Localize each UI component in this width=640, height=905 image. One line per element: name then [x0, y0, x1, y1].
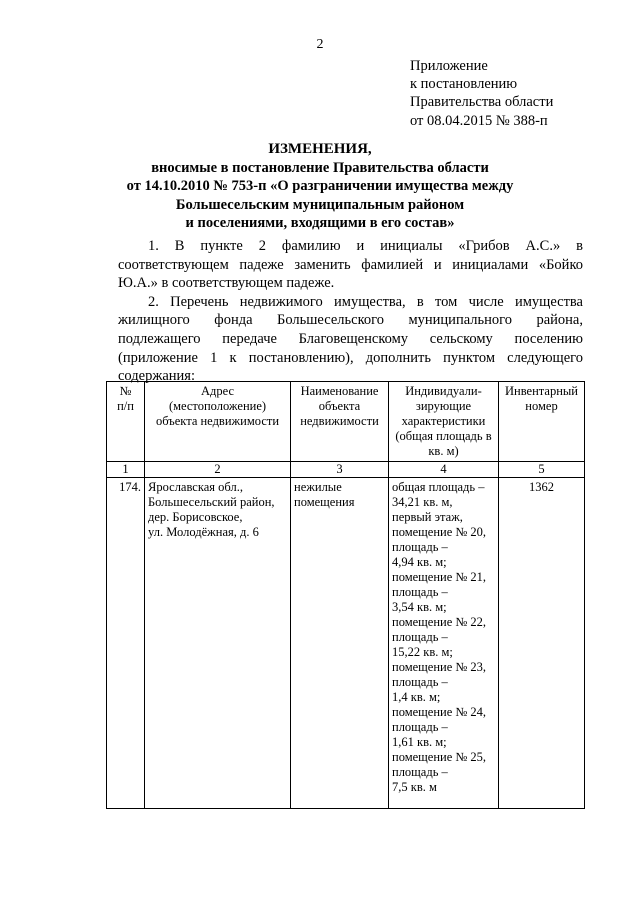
header-characteristics: Индивидуали- зирующие характеристики (общая площадь в кв. м) — [389, 382, 499, 462]
document-heading — [0, 140, 640, 233]
appendix-block — [410, 57, 553, 130]
row-inventory: 1362 — [499, 478, 585, 809]
table-numbering-row — [107, 462, 585, 478]
column-number: 5 — [499, 462, 585, 478]
appendix-line: Правительства области — [410, 94, 554, 111]
header-number: № п/п — [107, 382, 145, 462]
table-row — [107, 478, 585, 809]
column-number: 4 — [389, 462, 499, 478]
row-name: нежилые помещения — [291, 478, 389, 809]
row-number: 174. — [107, 478, 145, 809]
heading-line: от 14.10.2010 № 753-п «О разграничении имущества между — [126, 178, 514, 194]
document-title: ИЗМЕНЕНИЯ, — [268, 141, 372, 157]
appendix-line: от 08.04.2015 № 388-п — [410, 112, 548, 129]
column-number: 2 — [145, 462, 291, 478]
heading-line: вносимые в постановление Правительства области — [151, 159, 489, 176]
document-body — [118, 237, 583, 386]
column-number: 1 — [107, 462, 145, 478]
appendix-line: к постановлению — [410, 76, 518, 93]
appendix-line: Приложение — [410, 58, 488, 74]
paragraph-1: 1. В пункте 2 фамилию и инициалы «Грибов А.С.» в соответствующем падеже заменить фамилией и инициалами «Бойко Ю.А.» в соответствующем падеже. — [118, 238, 583, 292]
row-address: Ярославская обл., Большесельский район, дер. Борисовское, ул. Молодёжная, д. 6 — [145, 478, 291, 809]
row-characteristics: общая площадь – 34,21 кв. м, первый этаж, помещение № 20, площадь – 4,94 кв. м; помещение № 21, площадь – 3,54 кв. м; помещение № 22, площадь – 15,22 кв. м; помещение № 23, площадь – 1,4 кв. м; помещение № 24, площадь – 1,61 кв. м; помещение № 25, площадь – 7,5 кв. м — [389, 478, 499, 809]
table-header-row — [107, 382, 585, 462]
paragraph-2: 2. Перечень недвижимого имущества, в том числе имущества жилищного фонда Большесельского муниципального района, подлежащего передаче Благовещенскому сельскому поселению (приложение 1 к постановлению), дополнить пунктом следующего содержания: — [118, 293, 583, 385]
page-number: 2 — [316, 37, 324, 52]
column-number: 3 — [291, 462, 389, 478]
heading-line: и поселениями, входящими в его состав» — [185, 215, 455, 231]
heading-line: Большесельским муниципальным районом — [175, 196, 465, 213]
header-inventory: Инвентарный номер — [499, 382, 585, 462]
header-name: Наименование объекта недвижимости — [291, 382, 389, 462]
header-address: Адрес (местоположение) объекта недвижимости — [145, 382, 291, 462]
property-table — [106, 381, 585, 809]
